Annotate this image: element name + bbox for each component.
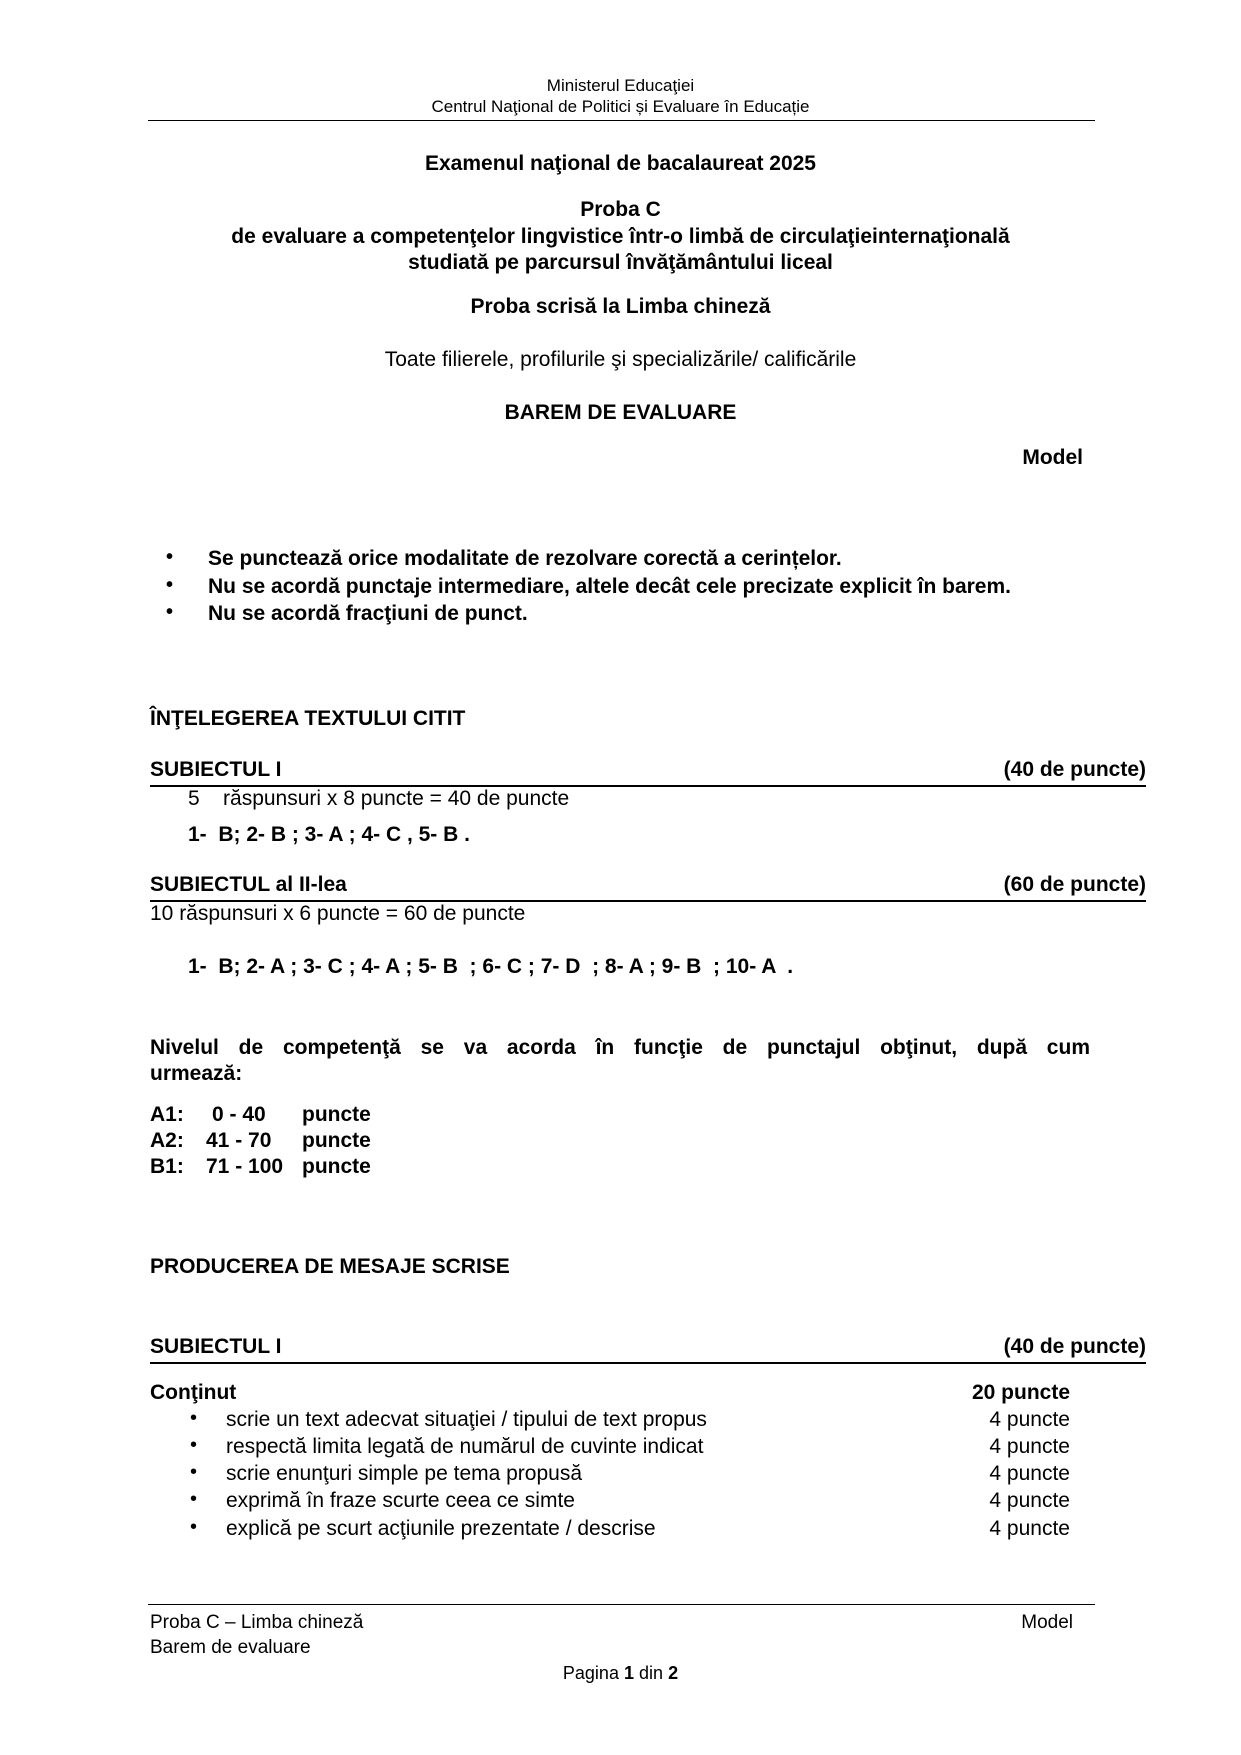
criterion-item: • exprimă în fraze scurte ceea ce simte 4 puncte xyxy=(190,1488,1070,1512)
subject-points: (40 de puncte) xyxy=(1003,758,1146,781)
reading-heading: ÎNŢELEGEREA TEXTULUI CITIT xyxy=(150,707,466,730)
subject-points: (40 de puncte) xyxy=(1003,1335,1146,1358)
criterion-item: • respectă limita legată de numărul de cuvinte indicat 4 puncte xyxy=(190,1434,1070,1458)
footer-model: Model xyxy=(1021,1612,1073,1633)
content-label: Conţinut xyxy=(150,1381,237,1404)
criterion-item: • scrie un text adecvat situaţiei / tipului de text propus 4 puncte xyxy=(190,1407,1070,1431)
model-label: Model xyxy=(1022,446,1083,469)
reading-s1-formula: 5 răspunsuri x 8 puncte = 40 de puncte xyxy=(188,787,570,810)
scope-line: Toate filierele, profilurile şi specializările/ calificările xyxy=(384,348,857,371)
bullet-icon: • xyxy=(166,546,174,568)
probe-subtitle-2: studiată pe parcursul învăţământului liceal xyxy=(408,251,833,274)
exam-title: Examenul naţional de bacalaureat 2025 xyxy=(424,152,816,175)
writing-heading: PRODUCEREA DE MESAJE SCRISE xyxy=(150,1255,510,1278)
ministry-name: Ministerul Educaţiei xyxy=(546,76,695,95)
bullet-icon: • xyxy=(190,1488,198,1510)
bullet-icon: • xyxy=(190,1516,198,1538)
probe-subtitle-1: de evaluare a competenţelor lingvistice într-o limbă de circulaţieinternaţională xyxy=(231,225,1010,248)
reading-subject-2-header xyxy=(150,873,1146,902)
levels-intro: Nivelul de competenţă se va acorda în funcţie de punctajul obţinut, după cum xyxy=(150,1036,1090,1059)
footer-barem: Barem de evaluare xyxy=(150,1637,311,1658)
bullet-icon: • xyxy=(190,1434,198,1456)
written-probe-title: Proba scrisă la Limba chineză xyxy=(470,295,771,318)
content-points: 20 puncte xyxy=(971,1381,1070,1404)
levels-intro-cont: urmează: xyxy=(150,1062,243,1085)
subject-label: SUBIECTUL I xyxy=(150,758,282,781)
subject-label: SUBIECTUL al II-lea xyxy=(150,873,347,896)
bullet-icon: • xyxy=(166,574,174,596)
probe-title: Proba C xyxy=(580,198,661,221)
footer-probe: Proba C – Limba chineză xyxy=(150,1612,364,1633)
page-number: Pagina 1 din 2 xyxy=(562,1663,679,1683)
writing-subject-1-header xyxy=(150,1335,1146,1364)
bullet-icon: • xyxy=(190,1461,198,1483)
center-name: Centrul Naţional de Politici și Evaluare în Educație xyxy=(431,97,810,116)
reading-s1-answers: 1- B; 2- B ; 3- A ; 4- C , 5- B . xyxy=(188,823,470,846)
barem-title: BAREM DE EVALUARE xyxy=(504,401,737,424)
criterion-item: • explică pe scurt acţiunile prezentate / descrise 4 puncte xyxy=(190,1516,1070,1540)
footer-rule xyxy=(148,1604,1095,1605)
content-header xyxy=(150,1381,1070,1407)
subject-points: (60 de puncte) xyxy=(1003,873,1146,896)
header-rule xyxy=(148,120,1095,121)
reading-subject-1-header xyxy=(150,758,1146,787)
criterion-item: • scrie enunţuri simple pe tema propusă 4 puncte xyxy=(190,1461,1070,1485)
bullet-icon: • xyxy=(166,601,174,623)
subject-label: SUBIECTUL I xyxy=(150,1335,282,1358)
reading-s2-formula: 10 răspunsuri x 6 puncte = 60 de puncte xyxy=(150,902,526,925)
reading-s2-answers: 1- B; 2- A ; 3- C ; 4- A ; 5- B ; 6- C ; 7- D ; 8- A ; 9- B ; 10- A . xyxy=(188,955,794,978)
bullet-icon: • xyxy=(190,1407,198,1429)
